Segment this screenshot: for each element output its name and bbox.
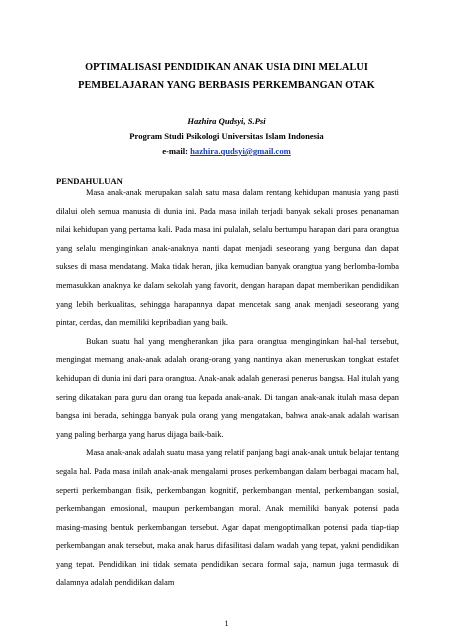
section-heading: PENDAHULUAN — [56, 176, 123, 186]
paragraph-2: Bukan suatu hal yang mengherankan jika para orangtua menginginkan hal-hal tersebut, mengingat memang anak-anak adalah orang-orang yang nantinya akan meneruskan tongkat estafet kehidupan di dunia ini dari para orangtua. Anak-anak adalah generasi penerus bangsa. Hal itulah yang sering dikatakan para guru dan orang tua kepada anak-anak. Di tangan anak-anak itulah masa depan bangsa ini berada, sehingga banyak pula orang yang mengatakan, bahwa anak-anak adalah warisan yang paling berharga yang harus dijaga baik-baik. — [56, 336, 399, 439]
email-label: e-mail: — [162, 146, 188, 156]
paper-title-line-2: PEMBELAJARAN YANG BERBASIS PERKEMBANGAN OTAK — [78, 80, 375, 91]
body-text — [56, 184, 399, 593]
author-affiliation: Program Studi Psikologi Universitas Islam Indonesia — [129, 131, 324, 141]
paragraph-1: Masa anak-anak merupakan salah satu masa dalam rentang kehidupan manusia yang pasti dilalui oleh semua manusia di dunia ini. Pada masa inilah terjadi banyak sekali proses penanaman nilai kehidupan yang pertama kali. Pada masa ini pulalah, selalu bertumpu harapan dari para orangtua yang selalu menginginkan anak-anaknya nanti dapat menjadi seseorang yang berguna dan dapat sukses di masa mendatang. Maka tidak heran, jika kemudian banyak orangtua yang berlomba-lomba memasukkan anaknya ke dalam sekolah yang favorit, dengan harapan dapat memberikan pendidikan yang lebih berkualitas, sehingga harapannya dapat mencetak sang anak menjadi seseorang yang pintar, cerdas, dan memiliki kepribadian yang baik. — [56, 188, 399, 328]
author-name: Hazhira Qudsyi, S.Psi — [187, 116, 266, 126]
email-link[interactable]: hazhira.qudsyi@gmail.com — [190, 146, 291, 156]
paragraph-3: Masa anak-anak adalah suatu masa yang relatif panjang bagi anak-anak untuk belajar tentang segala hal. Pada masa inilah anak-anak mengalami proses perkembangan dalam berbagai macam hal, seperti perkembangan fisik, perkembangan kognitif, perkembangan mental, perkembangan sosial, perkembangan emosional, maupun perkembangan moral. Anak memiliki banyak potensi pada masing-masing bentuk perkembangan tersebut. Agar dapat mengoptimalkan potensi pada tiap-tiap perkembangan anak tersebut, maka anak harus difasilitasi dalam wadah yang tepat, yakni pendidikan yang tepat. Pendidikan ini tidak semata pendidikan secara formal saja, namun juga termasuk di dalamnya adalah pendidikan dalam — [56, 448, 399, 588]
paper-title-line-1: OPTIMALISASI PENDIDIKAN ANAK USIA DINI MELALUI — [85, 62, 368, 73]
author-email-line — [40, 146, 413, 156]
page-number: 1 — [224, 619, 229, 628]
